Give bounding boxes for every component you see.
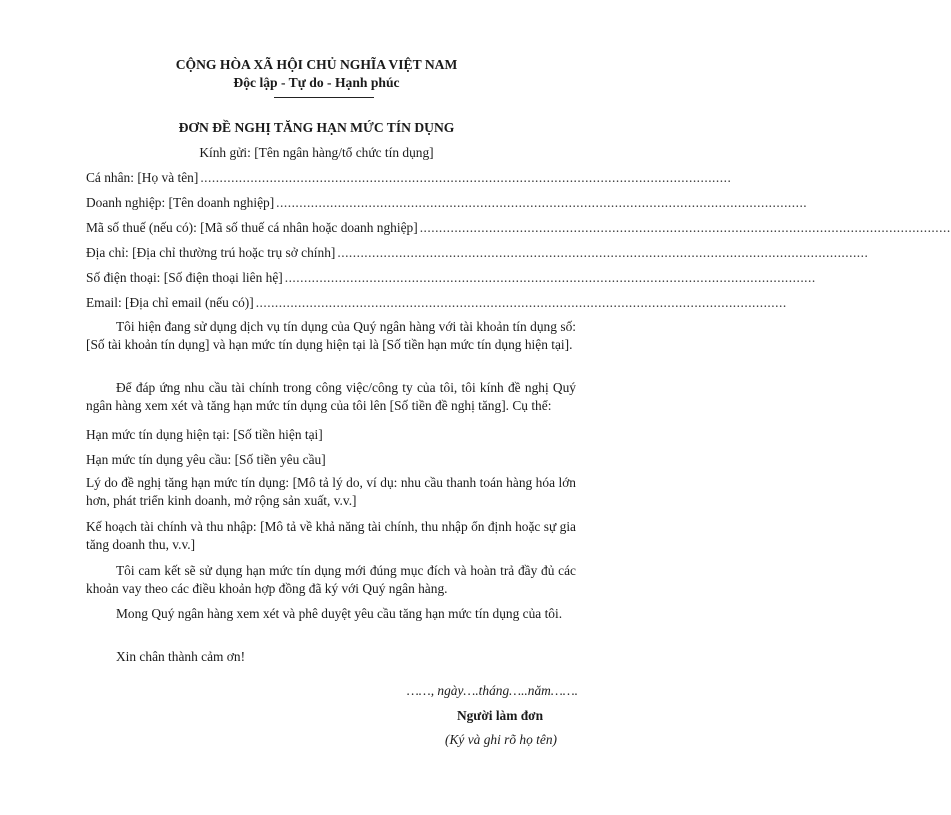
fill-line: .......................................................................................................................................... [337,245,869,260]
fill-line: .......................................................................................................................................... [200,170,732,185]
motto-underline [274,97,374,98]
field-label: Cá nhân: [Họ và tên] [86,170,199,185]
field-label: Mã số thuế (nếu có): [Mã số thuế cá nhân hoặc doanh nghiệp] [86,220,418,235]
fill-line: .......................................................................................................................................... [255,295,787,310]
signature-note: (Ký và ghi rõ họ tên) [445,732,557,747]
fill-line: .......................................................................................................................................... [419,220,951,235]
field-tax-code [86,220,951,236]
paragraph-current-account: Tôi hiện đang sử dụng dịch vụ tín dụng của Quý ngân hàng với tài khoản tín dụng số: [Số tài khoản tín dụng] và hạn mức tín dụng hiện tại là [Số tiền hạn mức tín dụng hiện tại]. [86,319,576,352]
financial-plan-paragraph: Kế hoạch tài chính và thu nhập: [Mô tả về khả năng tài chính, thu nhập ổn định hoặc sự gia tăng doanh thu, v.v.] [86,519,576,552]
field-label: Doanh nghiệp: [Tên doanh nghiệp] [86,195,275,210]
fill-line: .......................................................................................................................................... [284,270,816,285]
current-limit-line: Hạn mức tín dụng hiện tại: [Số tiền hiện tại] [86,427,323,442]
reason-paragraph: Lý do đề nghị tăng hạn mức tín dụng: [Mô tả lý do, ví dụ: nhu cầu thanh toán hàng hóa lớn hơn, phát triển kinh doanh, mở rộng sản xuất, v.v.] [86,475,576,508]
date-line: ……, ngày….tháng…..năm……. [406,683,578,698]
closing-request-paragraph: Mong Quý ngân hàng xem xét và phê duyệt yêu cầu tăng hạn mức tín dụng của tôi. [116,606,563,621]
fill-line: .......................................................................................................................................... [276,195,808,210]
document-title: ĐƠN ĐỀ NGHỊ TĂNG HẠN MỨC TÍN DỤNG [178,120,455,135]
requested-limit-line: Hạn mức tín dụng yêu cầu: [Số tiền yêu cầu] [86,452,326,467]
motto-heading: Độc lập - Tự do - Hạnh phúc [233,75,400,90]
field-name [86,170,732,186]
recipient-line: Kính gửi: [Tên ngân hàng/tổ chức tín dụng] [199,145,434,160]
field-label: Địa chỉ: [Địa chỉ thường trú hoặc trụ sở chính] [86,245,336,260]
field-email [86,295,787,311]
field-company [86,195,808,211]
field-label: Email: [Địa chỉ email (nếu có)] [86,295,254,310]
paragraph-request: Để đáp ứng nhu cầu tài chính trong công việc/công ty của tôi, tôi kính đề nghị Quý ngân hàng xem xét và tăng hạn mức tín dụng của tôi lên [Số tiền đề nghị tăng]. Cụ thể: [86,380,576,413]
field-label: Số điện thoại: [Số điện thoại liên hệ] [86,270,283,285]
commitment-paragraph: Tôi cam kết sẽ sử dụng hạn mức tín dụng mới đúng mục đích và hoàn trả đầy đủ các khoản vay theo các điều khoản hợp đồng đã ký với Quý ngân hàng. [86,563,576,596]
field-phone [86,270,816,286]
field-address [86,245,869,261]
thanks-line: Xin chân thành cảm ơn! [116,649,246,664]
country-heading: CỘNG HÒA XÃ HỘI CHỦ NGHĨA VIỆT NAM [175,57,458,72]
signer-title: Người làm đơn [456,708,544,723]
